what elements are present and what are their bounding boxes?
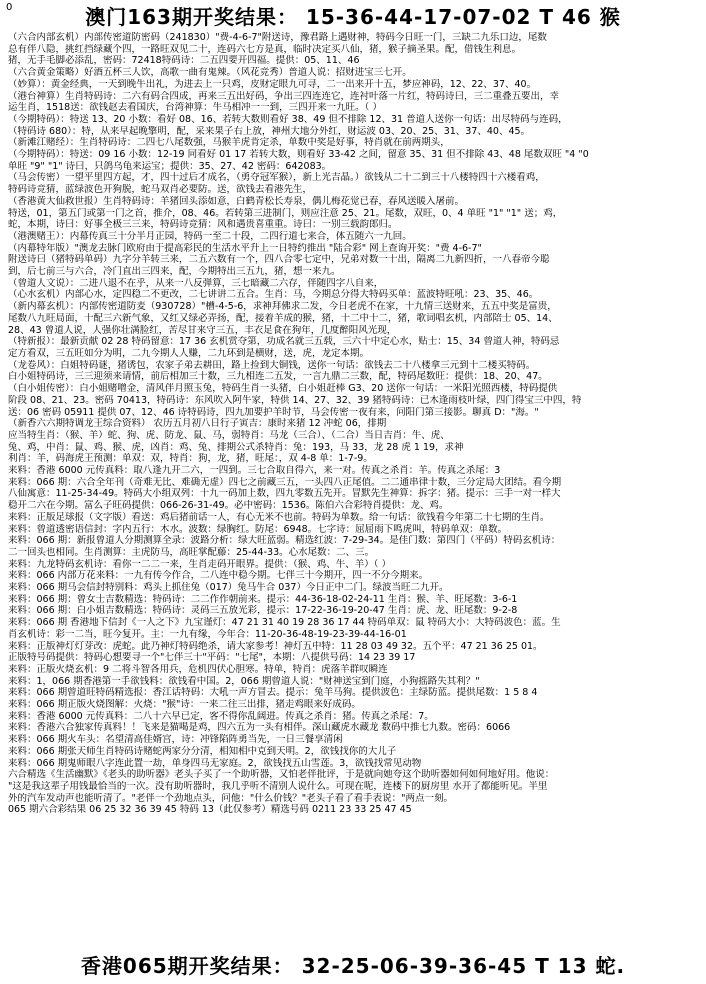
text-line: （内幕特年版）"澳龙去脉门欧府由于提高彩民的生活水平升上一日特约推出 "陆合彩" 网上查询开奖："费 4-6-7"	[8, 242, 482, 254]
text-line: 065 期六合彩结果 06 25 32 36 39 45 特码 13（此仅参考）精选号码 0211 23 33 25 47 45	[8, 804, 412, 816]
page-footer	[0, 946, 706, 982]
text-line: （新滩江赌经）：生肖特码诗：二四七八尾数强，马猴羊虎肯定杀，单数中奖是好事，特肖就在前两期头，	[8, 137, 450, 149]
text-line: 正版特号码提供：特码心想要寻一个"七伴三十"平码："七尾"，本期：八提供号码：14 23 39 17	[8, 652, 416, 664]
text-line: （港澳赌王）：内幕传真三十分半月正园，特码一至二十段，二四行道七来合，体五随六一九回。	[8, 230, 412, 242]
text-line: 来料：066 期火车头：名望清高佳婿宫，诗：冲锋陷阵勇当先，一日三餐享清闲	[8, 734, 343, 746]
text-line: 来料：正版火烧玄机：9 二将斗智各用兵，危机四伏心胆寒。特单，特肖：虎落羊群叹瞬连	[8, 663, 388, 675]
text-line: 来料：1，066 期香港第一手欲钱料：欲钱看中国。2，066 期曾道人说："财神送宝到门庭，小狗摇路失其利？"	[8, 675, 480, 687]
text-line: 送：06 密码 05911 提供 07、12、46 诗特码诗，四九加要护羊时节，马会传密一夜有来，问阳门第三接影。聊真 D："海。"	[8, 406, 539, 418]
text-line: 应当特生肖：（猴、羊）蛇、狗、虎、防龙、鼠、马，弱特肖：马龙（三合）、（二合）当日吉肖：牛、虎、	[8, 429, 450, 441]
text-line: 来料：香港 6000 元传真料：二八十六早已定，客不得你乱阔进。传真之杀肖：猪。传真之杀尾：7。	[8, 710, 434, 722]
text-line: 特送，01，第五门或第一门之首，推介，08、46。若转第三进制门，则应注意 25、21。尾数，双旺，0、4 单旺 "1" "1" 送；鸡，	[8, 207, 563, 219]
text-line: （港台神算）生肖特码诗：二六有码合四成，再来三五出好码，争出三四连连它，连衬叶落一片红，特码诗曰，三二重叠五要出，幸	[8, 90, 560, 102]
text-line: 来料：香港 6000 元传真料：取八逢九开二六，一四到。三七合取自得六，来一对。传真之杀肖：羊。传真之杀尾：3	[8, 465, 501, 477]
text-line: （马会传密）一望平里四方起，才，四十过后才成名，（勇夺冠军猴），新上光吉晶。）欲钱从二十二到三十八楼特四十六楼看鸡，	[8, 172, 545, 184]
text-line: 到，后七前三与六合，冷门直出三四来，配，今期特出三五九，猪，想一来九。	[8, 266, 341, 278]
text-line: 附送诗曰（猪特码单码）九字分羊转三来，二五六数有一个，四八合零七定中，兄弟对数一十出，隔离二九新四折，一八春帝今聪	[8, 254, 550, 266]
text-line: 来料：066 期：白小姐吉数精选：特码诗：灵码三五放光彩，提示：17-22-36-19-20-47 生肖：虎、龙、旺尾数：9-2-8	[8, 605, 518, 617]
text-line: （今期特码）：特送 13、20 小数：看好 08、16、若转大数则看好 38、49 但不排除 12、31 普道人送你一句话：出尽特码与连码，	[8, 113, 568, 125]
text-line: 来料：正版足球报（文字版）看送：鸡后猪前话一人，有心无米不也前。特码为单数。给一句话：欲钱看今年第二十七期的生肖。	[8, 511, 550, 523]
text-line: 特码诗竞猜，蓝绿波色开狗脱，蛇马双肖必要防。送，欲钱去看港先生，	[8, 184, 313, 196]
text-line: 外的汽车发动声也能听清了。"老伴一个劲地点头，问他："什么价钱？"老头子看了看手表说："两点一刻。	[8, 792, 453, 804]
text-line: 28、43 曾道人说，人强你壮满脸红，苦尽甘来守三五，丰衣足食在狗年，几度醉阳风光现，	[8, 324, 397, 336]
text-line: （六合黄金策略）好酒五杯三人饮，高歌一曲有鬼辣。（风花竞秀）普道人说：招财进宝三七开。	[8, 67, 412, 79]
text-line: 来料：066 期：曾女士吉数精选：特码诗：二二作作朝前来。提示：44-36-18-02-24-11 生肖：猴、羊、旺尾数：3-6-1	[8, 593, 518, 605]
text-line: 兔、鸡，中肖：鼠、鸡、猴、虎，凶肖：鸡、兔、排期公式杀特肖：兔：193，马 33，龙 28 虎 1 19，求神	[8, 441, 464, 453]
text-line: 猪，无手毛脚必添乱，密码：72418特码诗：二五四要开四福。提供：05、11、46	[8, 55, 360, 67]
text-line: "这是我这辈子用钱最恰当的一次。没有助听器时，我几乎听不清别人说什么。可现在呢，连楼下的厨房里 水开了都能听见。半里	[8, 781, 548, 792]
text-line: 来料：曾道透密语信封：字内五行：木水。波数：绿胸红。防尾：6948。七字诗：屈屈雨下鸣虎叫，特码单双：单数。	[8, 523, 508, 535]
text-line: 蛇，本期，诗曰：好事全极三三来，特码诗竞猜：风和遇贵喜重重。诗曰：一别三载韵郎归。	[8, 219, 398, 231]
text-line: 来料：066 期：六合全年刊（奇难无比、难确无虚）四七之前藏三五，一头四八正尾值。二二通串律十数，三分定局大团结。看今期	[8, 476, 562, 488]
text-line: 白小姐特码诗，三三迎须来请情，前后相加三十数，三九相连二五发，一言九鼎二三数，配，特码尾数旺：提供：18、20、47。	[8, 371, 548, 383]
text-line: 来料：066 期马会信封特别料：鸡头上抓住兔（017）兔马牛合 037）今日正中二门。绿波当旺二九开。	[8, 582, 449, 594]
text-line: 肖玄机诗：彩一二当，旺今复开。主：一九有缘，今年合：11-20-36-48-19-23-39-44-16-01	[8, 628, 407, 640]
text-line: 尾数八九旺局面，十配三六新气象，又红又绿必弄扬，配，接着羊成的猴，猪，十二中十二，猪，歌词唱玄机，内部陪士 05、14、	[8, 312, 558, 324]
text-line: 来料：九龙特码玄机诗：看你一二二一来，生肖走码开眼界。提供：（猴、鸡、牛、羊）（ ）	[8, 558, 392, 570]
text-line: （新内幕玄机）：内部传密道防麦（930728）"槽-4-5-6，求神拜佛求二发，今日老虎不在家，十九情三送财来，五五中奖是富贵，	[8, 301, 557, 313]
text-line: 来料：066 期张天师生肖特码诗赌蛇两家分分清，相知相中克到天明。2，欲钱找你的大儿子	[8, 745, 397, 757]
text-line: 二一回头也相同。生肖测算：主虎防马，高旺掌配藤：25-44-33。心水尾数：二、三。	[8, 546, 375, 558]
text-line: （特码诗 680）：特，从来早起晚擎明，配，采来果子右上放，神州大地分外红，财运波 03、20、25、31、37、40、45。	[8, 125, 531, 137]
text-line: （特新报）：最新贡献 02 28 特码留意：17 36 玄机赏夺第，功成名就三五载，三六十中定心水，贴士：15、34 曾道人神，特码忌	[8, 336, 560, 348]
text-line: 六合精选《生活幽默》《老头的助听器》老头子买了一个助听器，又怕老伴批评，于是就向她夸这个助听器如何如何地好用。他说：	[8, 769, 555, 781]
text-line: 阶段 08、21、23。密码 70413，特码诗：东风吹入阿牛家，特供 14、27、32、39 猪特码诗：已木逢雨枝叶绿，四门得宝三中四，特	[8, 394, 582, 406]
text-line: （龙卷风）：白姐特码谜，猪诱包，农家子弟去耕田，路上捡到大铜钱，送你一句话：欲钱去二十八楼拿三元到十二楼买特码。	[8, 359, 536, 371]
text-line: （白小姐传密）：白小姐赌噌金，清风伴月照玉兔，特码生肖一头猪，白小姐赶棒 G3、20 送你一句话：一米阳光照西楼，特码提供	[8, 383, 558, 395]
text-line: 来料：066 期鬼师眼八字连此置一劫，单身四马无家庭。2，欲钱找五山雪莲。3，欲钱找常见动物	[8, 757, 422, 769]
page-header	[0, 0, 706, 30]
text-line: 来料：066 期曾道旺特码精选报：香江话特码：大吼一声方冒去。提示：兔羊马狗。提供波色：主绿防蓝。提供尾数：1 5 8 4	[8, 687, 538, 699]
text-line: 单旺 "9" "1" 诗曰，只鸽乌龟来运宝；提供：35、27、42 密码：642083。	[8, 160, 332, 172]
text-line: （新香六六期特调龙王综合资料） 农历五月初八日行子寅吉：康时来猪 12 冲蛇 06，排期	[8, 418, 387, 430]
text-line: 八仙寓意：11-25-34-49。特码大小组双列：十九一码加上数，四九零数五先开。冒默先生神算：拆字：猪。提示：三手一对一样大	[8, 488, 561, 500]
text-line: （六合内部玄机）内部传密道防密码（241830）"费-4-6-7"附送诗，豫君路上遇财神，特码今日旺一门，三缺二九乐口边，尾数	[8, 32, 547, 43]
text-line: （心水玄机）内部心水，定四稳二不更改，二七讲讲二五合。生肖：马，今期总分得大特码买单：蓝波特旺吼：23、35、46。	[8, 289, 539, 301]
text-line: 来料：066 期正版火烧图解：火烧："猴"诗：一来二往三出排，猪走鸡眼来好成码。	[8, 699, 361, 711]
hongkong-result-title: 香港065期开奖结果： 32-25-06-39-36-45 T 13 蛇.	[80, 953, 626, 978]
text-line: （妙算）：黄金经典，一天到晚牛出礼，为进去上一只鸡，皮财定眼九可寻，二一出来开十五，梦应神码，12、22、37、40。	[8, 78, 537, 90]
text-line: （曾道人文说）：二进八退不在乎，从来一八反弹算，三七暗藏二六存，伴随四字八自来，	[8, 277, 384, 289]
document-body	[8, 32, 698, 944]
text-line: 利肖：羊，码海虎王预测：单双：双，特肖：狗，龙，猪，旺尾：，双 4-8 单：1-7-9。	[8, 453, 373, 465]
text-line: （今期特码）：特送：09 16 小数：12-19 同看好 01 17 若转大数，则看好 33-42 之间，留意 35、31 但不排除 43、48 尾数双旺 "4 "0	[8, 149, 589, 161]
text-line: 来料：香港六合独家传真料！！飞来是猫喝是鸡，四六五为一头有相伴。深山藏虎水藏龙 数码中推七九数。密码：6066	[8, 722, 511, 734]
text-line: 稳开二六在今期。富么子旺码提供：066-26-31-49。必中密码：1536。陈伯六合彩特肖提供：龙、鸡。	[8, 500, 449, 512]
text-line: 总有伴八隐，挑红挡绿藏个四，一路旺双见二十，连码六七方是真，临时决定买八仙，猪，猴子摘圣果。配，借钱生利息。	[8, 43, 522, 55]
page-number: 0	[6, 2, 14, 13]
text-line: 运生肖，1518送：欲钱赵去看国庆，台湾神算：牛马相冲一一到，三四开来一九旺。（ ）	[8, 102, 382, 114]
text-line: 来料：正版神灯灯芽改：虎蛇。此乃神灯特码绝杀，请大家参考！神灯五中特：11 28 03 49 32。五个平：47 21 36 25 01。	[8, 640, 543, 652]
text-line: 定方看双，三五旺如分为明，二九今期人人赚，二九环到是横财，送，虎，龙定本期。	[8, 347, 370, 359]
text-line: 来料：066 期：新报曾道人分期测算全录：波路分析：绿大旺蓝弱。精选红波：7-29-34。是佳门数：第四门（平码）特码玄机诗：	[8, 535, 561, 547]
text-line: 来料：066 内部万花来料：一九有传今作合，二八连中稳今期。七伴三十今期开，四一不分今期来。	[8, 570, 429, 582]
text-line: （香港黄大仙救世报）生肖特码诗：羊猪回头添如意，白鹤青松长寿泉，偶儿梅花觉已春，春风送暖入屠前。	[8, 195, 465, 207]
text-line: 来料：066 期 香港地下信封《一人之下》九宝谨灯：47 21 31 40 19 28 36 17 44 特码单双：鼠 特码大小：大特码波色：蓝。生	[8, 617, 561, 629]
macau-result-title: 澳门163期开奖结果： 15-36-44-17-07-02 T 46 猴	[85, 4, 621, 29]
